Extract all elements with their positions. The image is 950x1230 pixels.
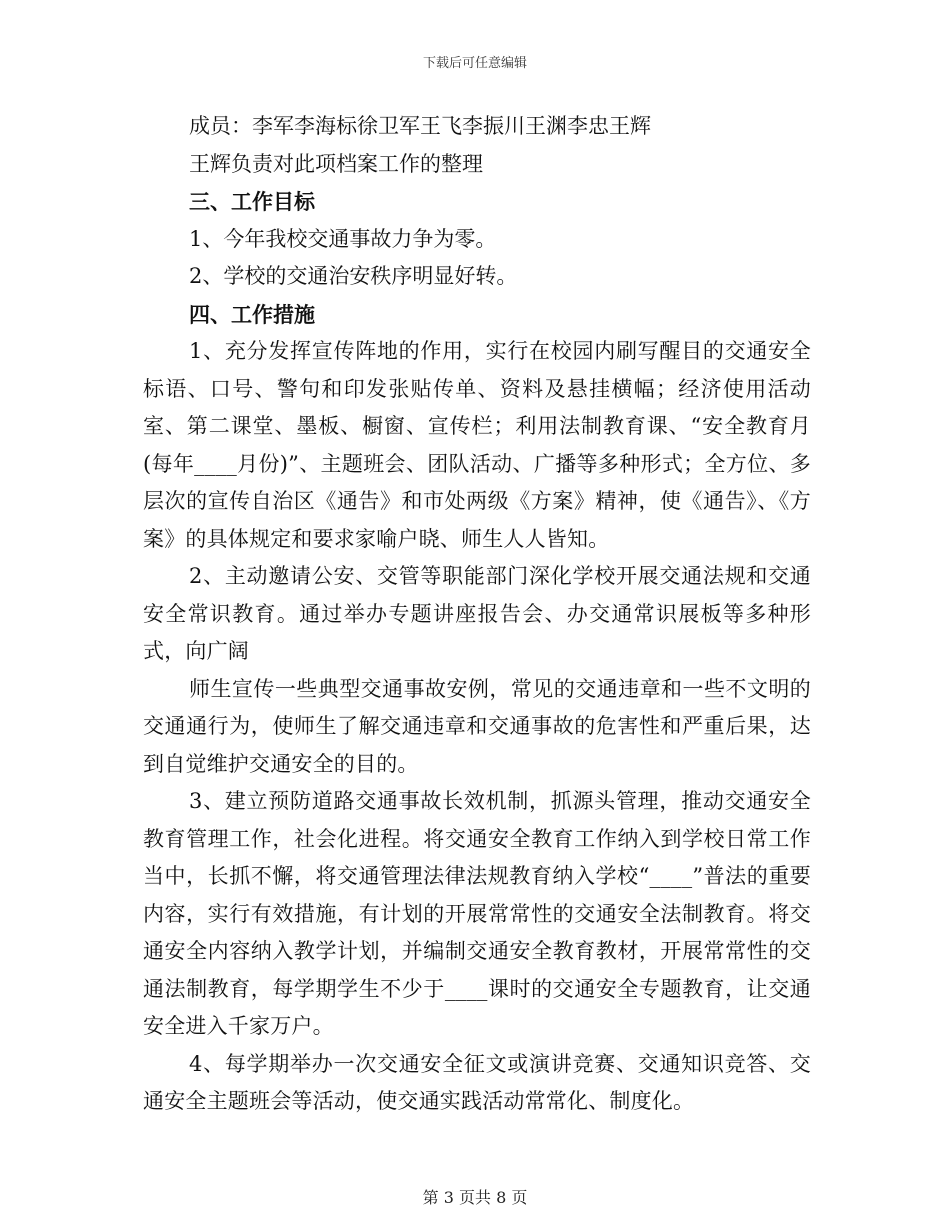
measure-paragraph-1: 1、充分发挥宣传阵地的作用，实行在校园内刷写醒目的交通安全标语、口号、警句和印发张贴传单、资料及悬挂横幅；经济使用活动室、第二课堂、墨板、橱窗、宣传栏；利用法制教育课、“安全教育月(每年____月份)”、主题班会、团队活动、广播等多种形式；全方位、多层次的宣传自治区《通告》和市处两级《方案》精神，使《通告》、《方案》的具体规定和要求家喻户晓、师生人人皆知。 [143, 339, 811, 551]
measure-paragraph-4: 4、每学期举办一次交通安全征文或演讲竞赛、交通知识竞答、交通安全主题班会等活动，使交通实践活动常常化、制度化。 [143, 1051, 811, 1113]
goal-item-1: 1、今年我校交通事故力争为零。 [189, 226, 497, 251]
page-header: 下载后可任意编辑 [422, 56, 527, 71]
section-heading-measures: 四、工作措施 [189, 301, 315, 327]
measure-paragraph-3: 3、建立预防道路交通事故长效机制，抓源头管理，推动交通安全教育管理工作，社会化进程。将交通安全教育工作纳入到学校日常工作当中，长抓不懈，将交通管理法律法规教育纳入学校“____”普法的重要内容，实行有效措施，有计划的开展常常性的交通安全法制教育。将交通安全内容纳入教学计划，并编制交通安全教育教材，开展常常性的交通法制教育，每学期学生不少于____课时的交通安全专题教育，让交通安全进入千家万户。 [143, 789, 811, 1038]
measure-paragraph-2-continued: 师生宣传一些典型交通事故安例，常见的交通违章和一些不文明的交通通行为，使师生了解交通违章和交通事故的危害性和严重后果，达到自觉维护交通安全的目的。 [143, 676, 811, 776]
section-heading-goals: 三、工作目标 [189, 189, 315, 214]
members-line: 成员：李军李海标徐卫军王飞李振川王渊李忠王辉 [189, 114, 651, 138]
measure-paragraph-2: 2、主动邀请公安、交管等职能部门深化学校开展交通法规和交通安全常识教育。通过举办专题讲座报告会、办交通常识展板等多种形式，向广阔 [143, 564, 811, 663]
page-footer: 第 3 页共 8 页 [422, 1188, 528, 1207]
goal-item-2: 2、学校的交通治安秩序明显好转。 [189, 264, 518, 288]
document-body [143, 108, 811, 1121]
archive-line: 王辉负责对此项档案工作的整理 [189, 151, 483, 176]
